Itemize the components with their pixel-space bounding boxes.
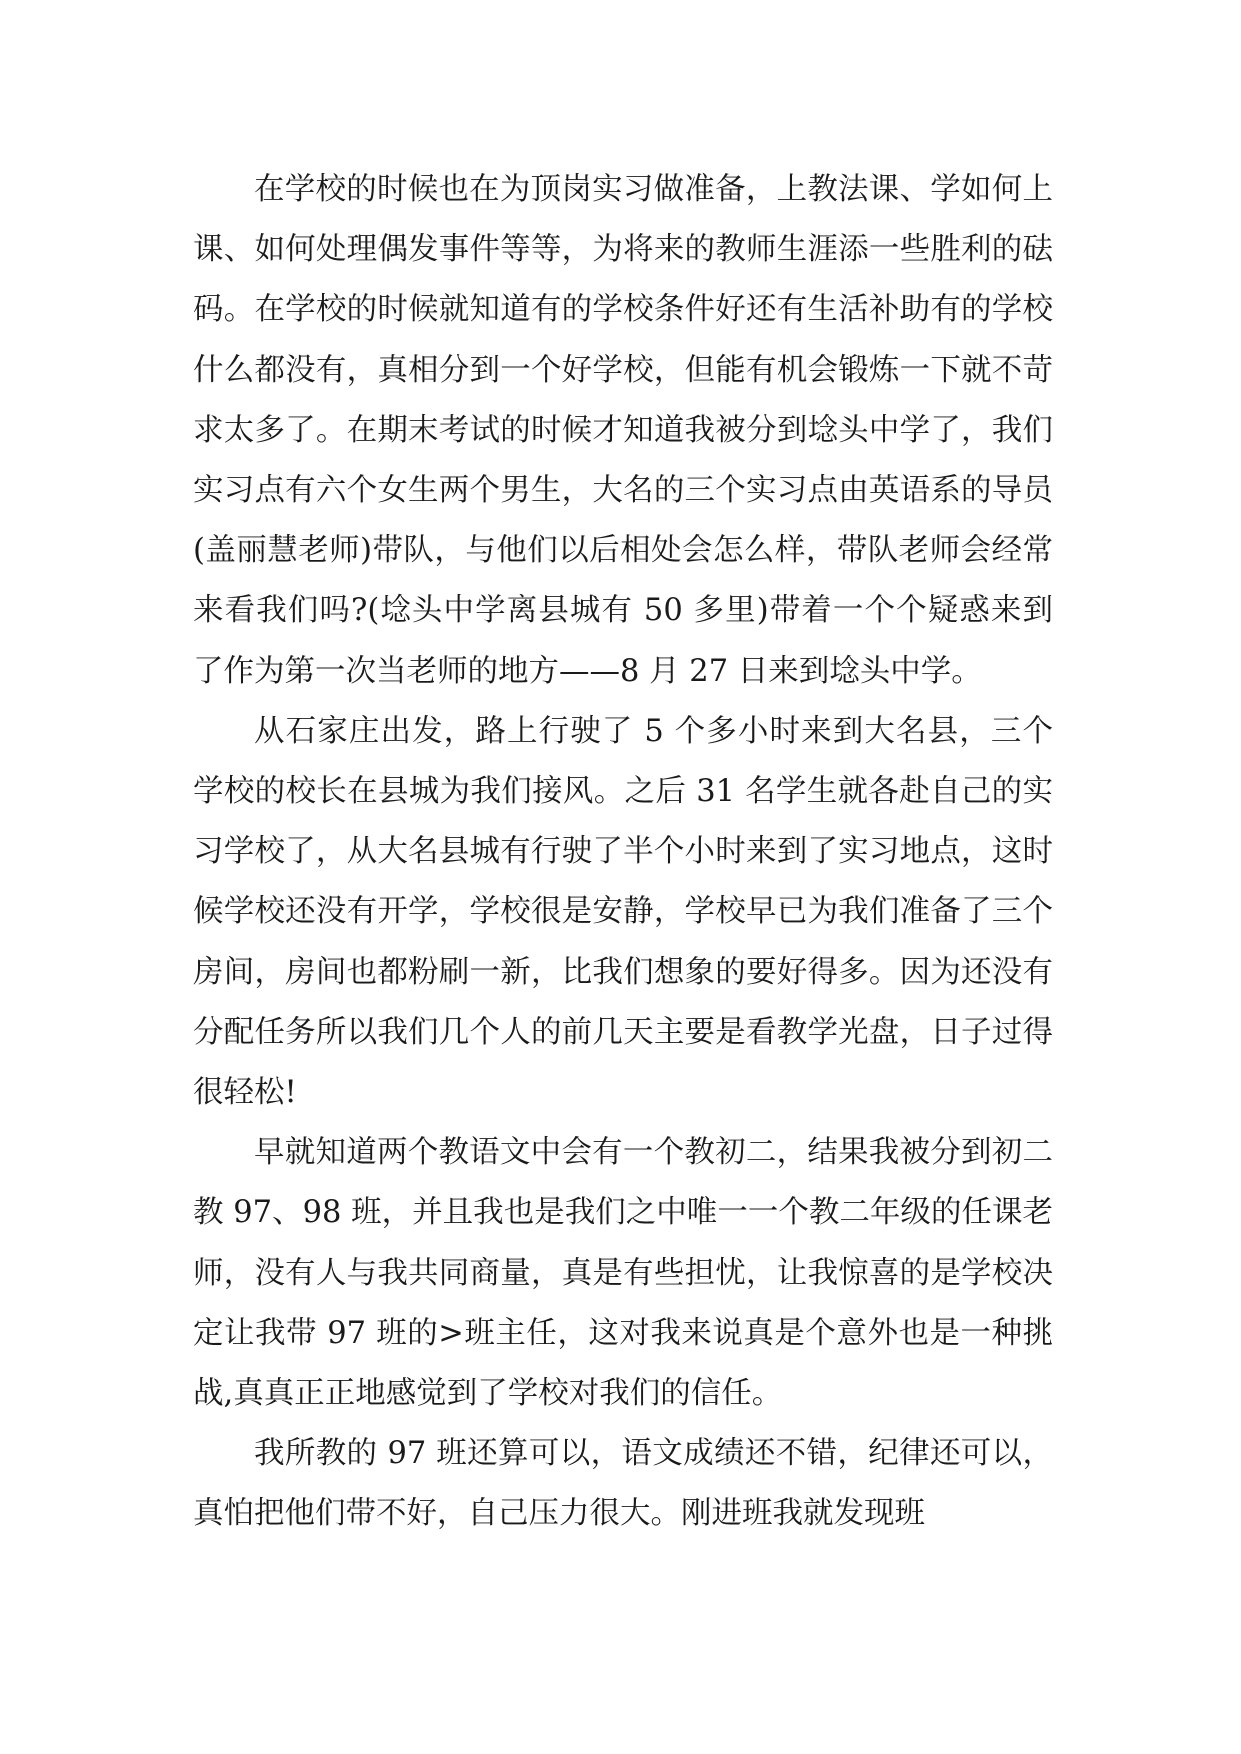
paragraph-3: 早就知道两个教语文中会有一个教初二，结果我被分到初二教 97、98 班，并且我也是我们之中唯一一个教二年级的任课老师，没有人与我共同商量，真是有些担忧，让我惊喜的是学校决定让我带 97 班的>班主任，这对我来说真是个意外也是一种挑战,真真正正地感觉到了学校对我们的信任。 [193,1135,1053,1412]
document-body [193,160,1053,1545]
paragraph-2: 从石家庄出发，路上行驶了 5 个多小时来到大名县，三个学校的校长在县城为我们接风。之后 31 名学生就各赴自己的实习学校了，从大名县城有行驶了半个小时来到了实习地点，这时候学校还没有开学，学校很是安静，学校早已为我们准备了三个房间，房间也都粉刷一新，比我们想象的要好得多。因为还没有分配任务所以我们几个人的前几天主要是看教学光盘，日子过得很轻松! [193,713,1053,1111]
paragraph-1: 在学校的时候也在为顶岗实习做准备，上教法课、学如何上课、如何处理偶发事件等等，为将来的教师生涯添一些胜利的砝码。在学校的时候就知道有的学校条件好还有生活补助有的学校什么都没有，真相分到一个好学校，但能有机会锻炼一下就不苛求太多了。在期末考试的时候才知道我被分到埝头中学了，我们实习点有六个女生两个男生，大名的三个实习点由英语系的导员(盖丽慧老师)带队，与他们以后相处会怎么样，带队老师会经常来看我们吗?(埝头中学离县城有 50 多里)带着一个个疑惑来到了作为第一次当老师的地方——8 月 27 日来到埝头中学。 [193,172,1053,689]
paragraph-4: 我所教的 97 班还算可以，语文成绩还不错，纪律还可以，真怕把他们带不好，自己压力很大。刚进班我就发现班 [193,1436,1053,1532]
